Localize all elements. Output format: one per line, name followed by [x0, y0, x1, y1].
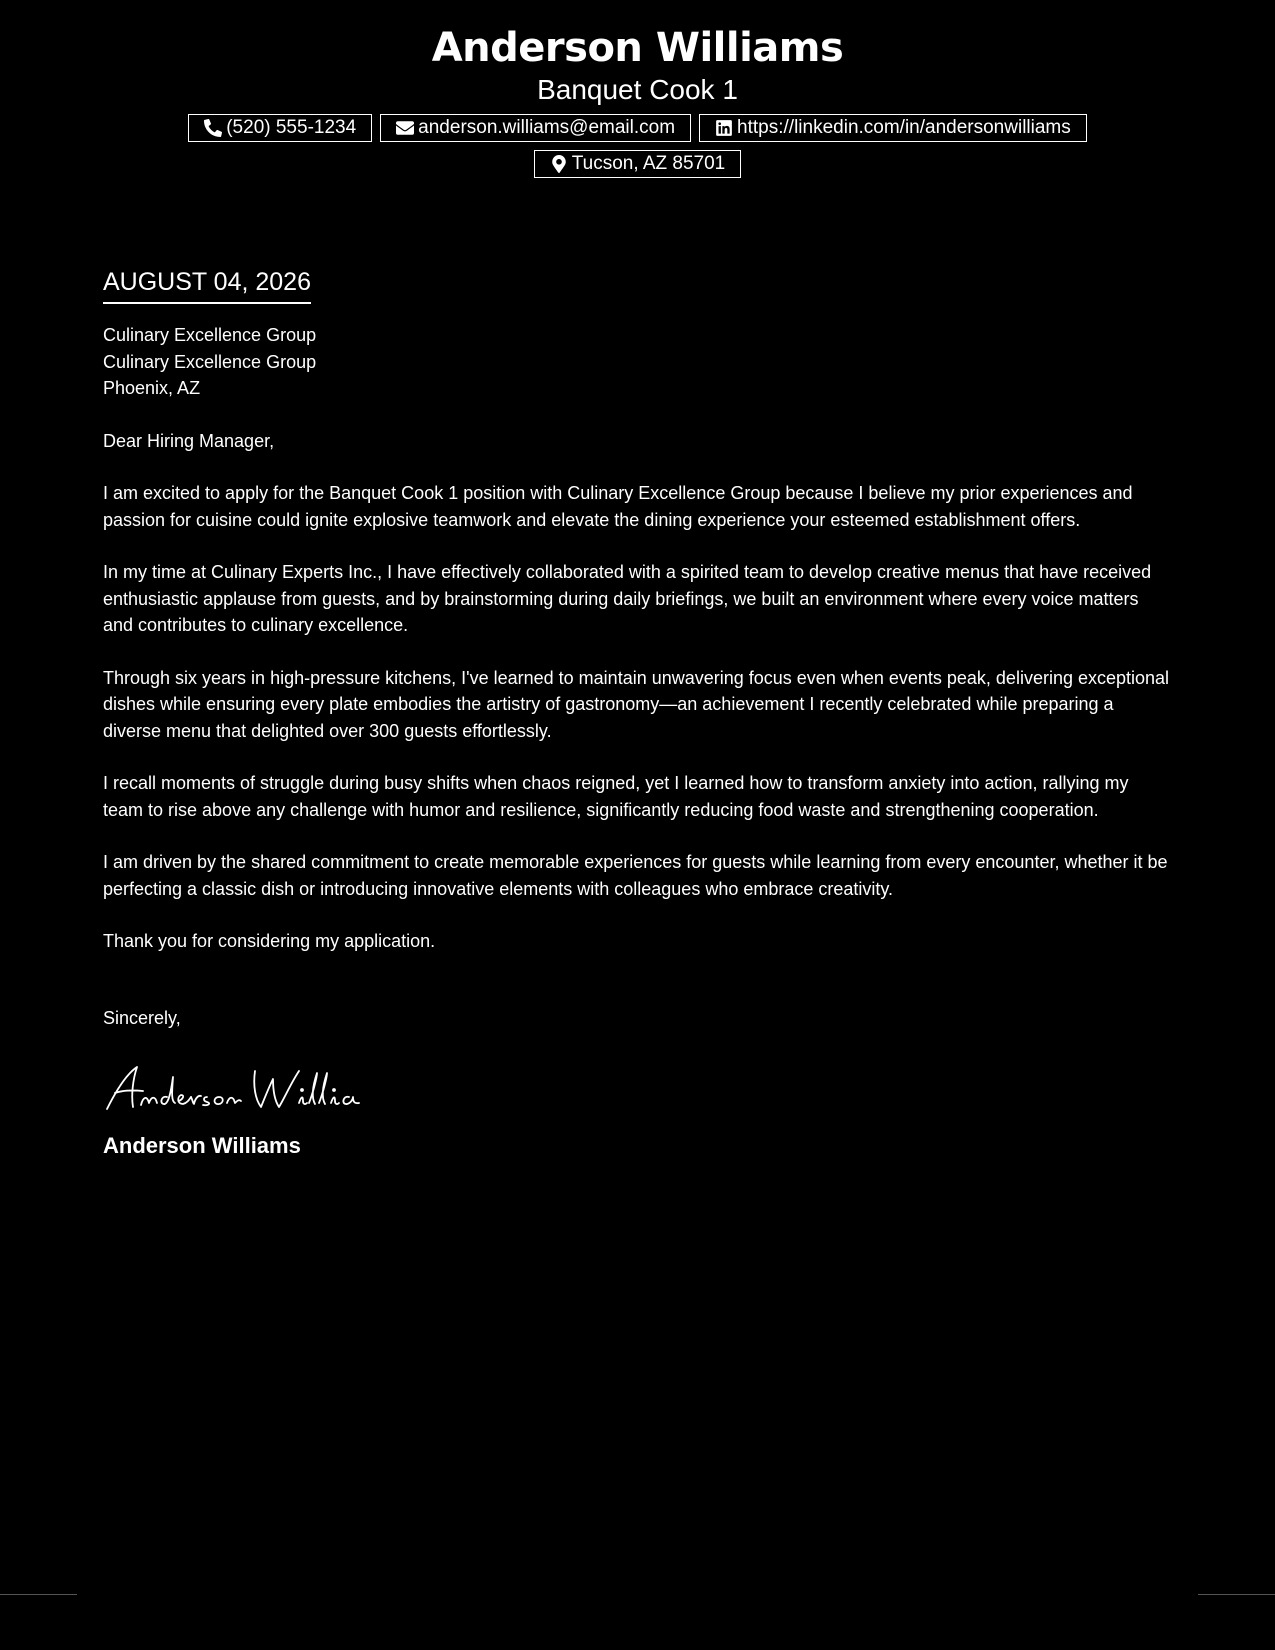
signer-name: Anderson Williams — [103, 1133, 301, 1158]
linkedin-contact[interactable] — [699, 114, 1087, 142]
body-paragraph: I am excited to apply for the Banquet Cook 1 position with Culinary Excellence Group because I believe my prior experiences and passion for cuisine could ignite explosive teamwork and elevate the dining experience your esteemed establishment offers. — [103, 483, 1133, 530]
linkedin-icon — [715, 119, 733, 137]
email-text: anderson.williams@email.com — [418, 117, 676, 138]
letter-header — [0, 22, 1275, 178]
closing: Sincerely, — [103, 1007, 181, 1028]
location-text: Tucson, AZ 85701 — [571, 153, 726, 174]
thank-you-paragraph: Thank you for considering my application. — [103, 931, 436, 951]
recipient-line: Culinary Excellence Group — [103, 325, 317, 345]
linkedin-text: https://linkedin.com/in/andersonwilliams — [737, 117, 1071, 138]
recipient-block — [103, 322, 1173, 402]
phone-text: (520) 555-1234 — [226, 117, 357, 138]
job-title: Banquet Cook 1 — [537, 74, 738, 105]
body-paragraph: Through six years in high-pressure kitchens, I've learned to maintain unwavering focus even when events peak, delivering exceptional dishes while ensuring every plate embodies the artistry of gastronomy—an achievement I recently celebrated while preparing a diverse menu that delighted over 300 guests effortlessly. — [103, 667, 1170, 741]
footer-divider-left — [0, 1594, 77, 1595]
contact-list — [178, 114, 1098, 142]
map-marker-icon — [550, 155, 568, 173]
location-contact[interactable] — [534, 150, 742, 178]
letter-body — [103, 266, 1173, 1161]
contact-list-row2 — [178, 150, 1098, 178]
envelope-icon — [396, 119, 414, 137]
footer-divider-right — [1198, 1594, 1275, 1595]
letter-date: AUGUST 04, 2026 — [103, 266, 311, 304]
signature-image — [103, 1057, 373, 1117]
recipient-line: Phoenix, AZ — [103, 378, 201, 398]
phone-contact[interactable] — [188, 114, 372, 142]
email-contact[interactable] — [380, 114, 691, 142]
recipient-line: Culinary Excellence Group — [103, 351, 317, 372]
phone-icon — [204, 119, 222, 137]
applicant-name: Anderson Williams — [431, 25, 844, 71]
body-paragraph: In my time at Culinary Experts Inc., I have effectively collaborated with a spirited team to develop creative menus that have received enthusiastic applause from guests, and by brainstorming during daily briefings, we built an environment where every voice matters and contributes to culinary excellence. — [103, 562, 1152, 635]
handwritten-signature — [103, 1057, 1173, 1117]
body-paragraph: I am driven by the shared commitment to create memorable experiences for guests while learning from every encounter, whether it be perfecting a classic dish or introducing innovative elements with colleagues who embrace creativity. — [103, 852, 1168, 899]
salutation: Dear Hiring Manager, — [103, 430, 275, 451]
body-paragraph: I recall moments of struggle during busy shifts when chaos reigned, yet I learned how to transform anxiety into action, rallying my team to rise above any challenge with humor and resilience, significantly reducing food waste and strengthening cooperation. — [103, 773, 1129, 820]
